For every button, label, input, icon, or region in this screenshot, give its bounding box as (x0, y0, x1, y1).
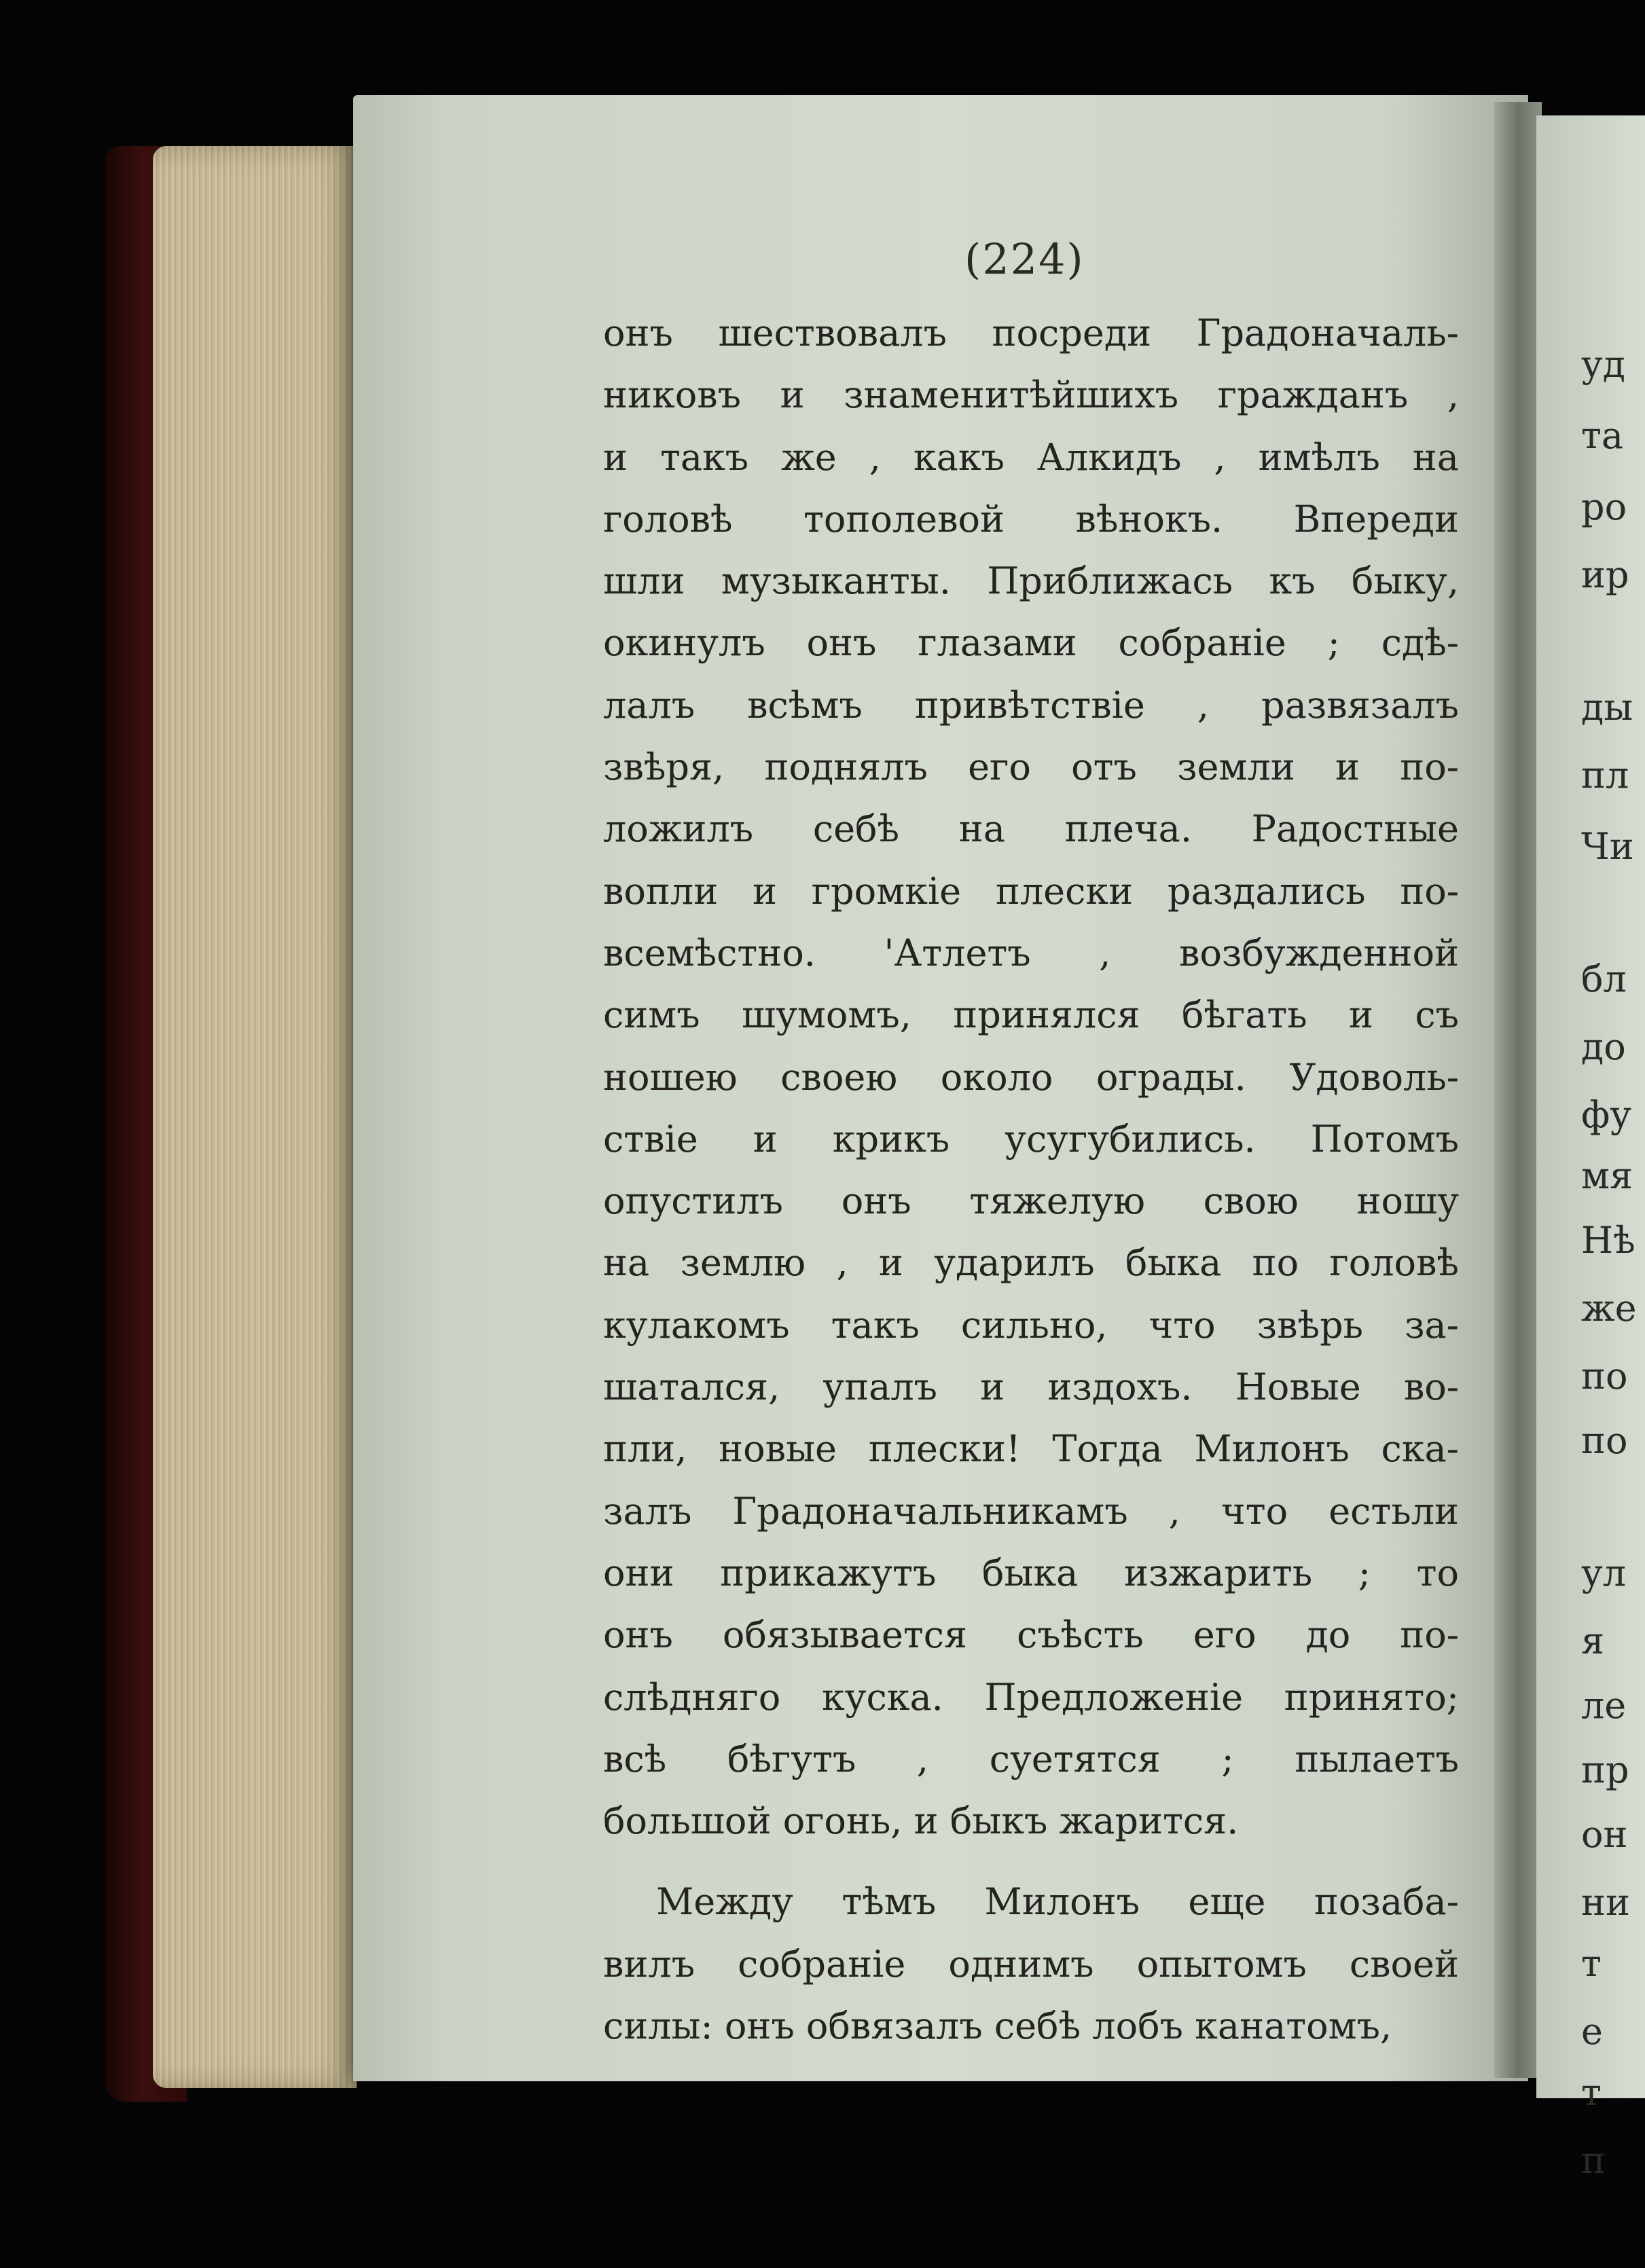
text-line: ствіе и крикъ усугубились. Потомъ (603, 1117, 1459, 1160)
text-line: вилъ собраніе однимъ опытомъ своей (603, 1942, 1459, 1986)
text-line: на землю , и ударилъ быка по головѣ (603, 1241, 1459, 1285)
facing-page-fragment: по (1581, 1355, 1628, 1397)
text-line: симъ шумомъ, принялся бѣгать и съ (603, 993, 1459, 1037)
facing-page-fragment: т (1581, 2071, 1602, 2114)
facing-page-fragment: та (1581, 414, 1624, 457)
text-line: большой огонь, и быкъ жарится. (603, 1799, 1239, 1843)
text-line: онъ шествовалъ посреди Градоначаль- (603, 312, 1459, 354)
facing-page-fragment: Нѣ (1581, 1219, 1635, 1262)
page-block-edges (153, 146, 357, 2088)
text-line: никовъ и знаменитѣйшихъ гражданъ , (603, 373, 1459, 417)
text-line: они прикажутъ быка изжарить ; то (603, 1551, 1459, 1594)
facing-page-fragment: пл (1581, 754, 1629, 797)
text-line: шли музыканты. Приближась къ быку, (603, 560, 1459, 603)
paragraph-gap (603, 1852, 1459, 1871)
text-line: ложилъ себѣ на плеча. Радостные (603, 807, 1459, 851)
facing-page-fragment: он (1581, 1813, 1628, 1856)
facing-page-fragment: е (1581, 2010, 1603, 2053)
facing-page-fragment: мя (1581, 1154, 1633, 1197)
facing-page-fragment: ул (1581, 1552, 1627, 1594)
facing-page-fragment: ды (1581, 686, 1633, 729)
facing-page-fragment: ро (1581, 486, 1627, 528)
text-line: пли, новые плески! Тогда Милонъ ска- (603, 1427, 1459, 1471)
text-line: вопли и громкіе плески раздались по- (603, 869, 1459, 913)
facing-page-fragment: ле (1581, 1684, 1627, 1727)
text-line: слѣдняго куска. Предложеніе принято; (603, 1675, 1459, 1719)
facing-page-fragment: уд (1581, 343, 1626, 386)
text-line: звѣря, поднялъ его отъ земли и по- (603, 746, 1459, 789)
text-line: опустилъ онъ тяжелую свою ношу (603, 1179, 1459, 1223)
text-line: силы: онъ обвязалъ себѣ лобъ канатомъ, (603, 2005, 1392, 2048)
facing-page-fragment: по (1581, 1419, 1628, 1462)
facing-page-fragment: фу (1581, 1093, 1632, 1136)
text-line: кулакомъ такъ сильно, что звѣрь за- (603, 1303, 1459, 1347)
facing-page-fragment: т (1581, 1942, 1602, 1985)
facing-page-fragment: я (1581, 1620, 1605, 1662)
facing-page-fragment: ни (1581, 1881, 1630, 1924)
text-line: лалъ всѣмъ привѣтствіе , развязалъ (603, 683, 1459, 727)
text-line: всѣ бѣгутъ , суетятся ; пылаетъ (603, 1737, 1459, 1780)
text-line: и такъ же , какъ Алкидъ , имѣлъ на (603, 435, 1459, 479)
facing-page-fragment: бл (1581, 957, 1627, 1000)
facing-page (1536, 115, 1645, 2182)
text-line: окинулъ онъ глазами собраніе ; сдѣ- (603, 621, 1459, 665)
text-line: шатался, упалъ и издохъ. Новые во- (603, 1366, 1459, 1409)
facing-page-fragment: пр (1581, 1749, 1629, 1791)
text-line: всемѣстно. 'Атлетъ , возбужденной (603, 931, 1459, 974)
facing-page-fragment: до (1581, 1025, 1626, 1068)
book-gutter (1494, 102, 1542, 2078)
facing-page-fragment: Чи (1581, 825, 1634, 868)
text-line: Между тѣмъ Милонъ еще позаба- (656, 1880, 1459, 1924)
text-line: онъ обязывается съѣсть его до по- (603, 1613, 1459, 1657)
page-text (603, 302, 1459, 2057)
facing-page-fragment: же (1581, 1287, 1637, 1330)
text-line: залъ Градоначальникамъ , что естьли (603, 1489, 1459, 1533)
text-line: ношею своею около ограды. Удоволь- (603, 1055, 1459, 1099)
text-line: головѣ тополевой вѣнокъ. Впереди (603, 497, 1459, 541)
page-number: (224) (964, 234, 1085, 284)
facing-page-fragment: ир (1581, 553, 1629, 596)
facing-page-fragment: п (1581, 2139, 1606, 2182)
